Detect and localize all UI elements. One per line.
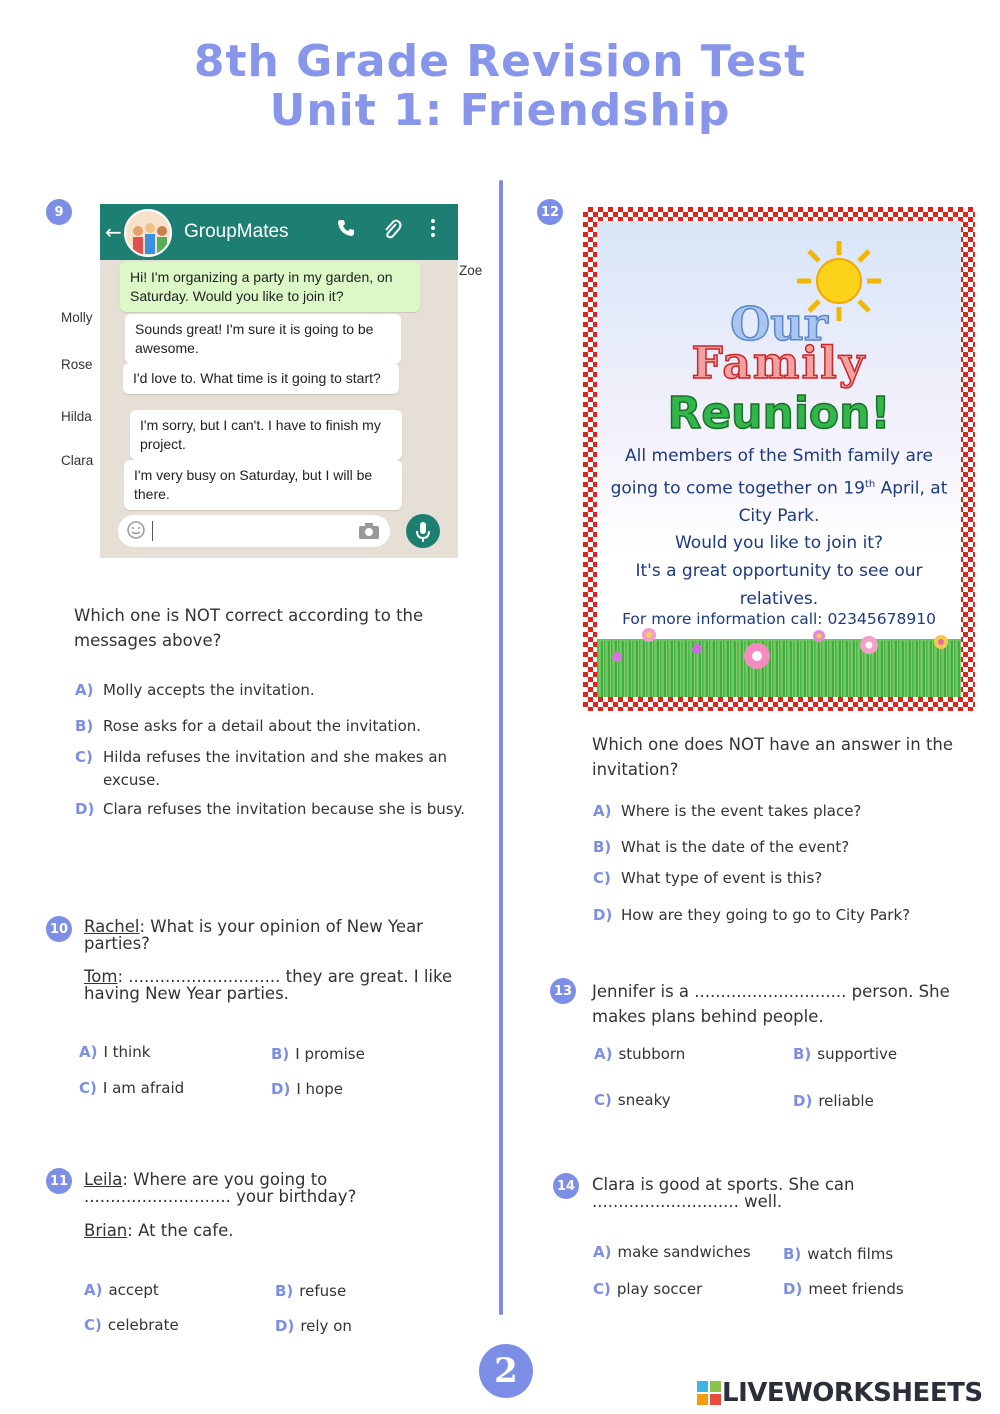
page-number: 2 (479, 1344, 533, 1398)
poster-word-our: Our (730, 297, 828, 351)
sender-label-clara: Clara (61, 453, 94, 468)
question-14-text: Clara is good at sports. She can ............................ well. (592, 1175, 855, 1211)
q13-option-b[interactable]: B) supportive (793, 1045, 898, 1063)
chat-message-molly: Sounds great! I'm sure it is going to be awesome. (125, 314, 401, 364)
q9-option-b[interactable]: B) Rose asks for a detail about the invitation. (75, 717, 422, 735)
question-13-text: Jennifer is a ............................. person. She makes plans behind people. (592, 982, 950, 1026)
poster-contact: For more information call: 02345678910 (622, 610, 936, 628)
question-10-line1: Rachel: What is your opinion of New Year parties? (84, 917, 423, 953)
sender-label-molly: Molly (61, 310, 93, 325)
q9-option-c[interactable]: C) Hilda refuses the invitation and she makes an excuse. (75, 748, 448, 789)
chat-input-box (118, 515, 390, 547)
poster-word-family: Family (691, 338, 867, 389)
chat-header (100, 204, 458, 260)
liveworksheets-logo-icon (697, 1381, 721, 1405)
question-number-10: 10 (46, 916, 72, 942)
q10-option-d[interactable]: D) I hope (271, 1080, 343, 1098)
q13-option-d[interactable]: D) reliable (793, 1092, 874, 1110)
question-12-text: Which one does NOT have an answer in the invitation? (592, 735, 954, 779)
attachment-icon (382, 218, 402, 245)
more-options-icon (430, 218, 436, 243)
camera-icon (358, 521, 380, 545)
q14-option-b[interactable]: B) watch films (783, 1245, 894, 1263)
q11-option-a[interactable]: A) accept (84, 1281, 159, 1299)
q10-option-a[interactable]: A) I think (79, 1043, 151, 1061)
text-cursor (152, 521, 153, 541)
q11-option-d[interactable]: D) rely on (275, 1317, 352, 1335)
question-number-12: 12 (537, 199, 563, 225)
q14-option-a[interactable]: A) make sandwiches (593, 1243, 751, 1261)
microphone-icon (406, 514, 440, 548)
q10-option-b[interactable]: B) I promise (271, 1045, 365, 1063)
group-avatar (124, 209, 172, 257)
chat-group-name: GroupMates (184, 221, 289, 242)
question-11-line1: Leila: Where are you going to ............................ your birthday? (84, 1170, 357, 1206)
question-10-line2: Tom: ............................. they are great. I like having New Year parties. (84, 967, 453, 1003)
sender-label-hilda: Hilda (61, 409, 92, 424)
question-11-line2: Brian: At the cafe. (84, 1221, 234, 1240)
q12-option-c[interactable]: C) What type of event is this? (593, 869, 823, 887)
brand-name[interactable]: LIVEWORKSHEETS (722, 1378, 983, 1408)
q12-option-b[interactable]: B) What is the date of the event? (593, 838, 850, 856)
q11-option-b[interactable]: B) refuse (275, 1282, 347, 1300)
invitation-poster (583, 207, 975, 711)
sender-label-rose: Rose (61, 357, 93, 372)
q11-option-c[interactable]: C) celebrate (84, 1316, 179, 1334)
chat-message-zoe: Hi! I'm organizing a party in my garden, on Saturday. Would you like to join it? (120, 262, 420, 312)
phone-icon (336, 218, 356, 243)
back-arrow-icon: ← (105, 220, 122, 244)
q14-option-c[interactable]: C) play soccer (593, 1280, 703, 1298)
q12-option-a[interactable]: A) Where is the event takes place? (593, 802, 862, 820)
chat-message-hilda: I'm sorry, but I can't. I have to finish my project. (130, 410, 402, 460)
poster-word-reunion: Reunion! (667, 388, 891, 439)
q9-option-a[interactable]: A) Molly accepts the invitation. (75, 681, 315, 699)
question-number-11: 11 (46, 1168, 72, 1194)
flowers-icon (597, 625, 961, 675)
chat-message-clara: I'm very busy on Saturday, but I will be there. (124, 460, 402, 510)
q13-option-a[interactable]: A) stubborn (594, 1045, 686, 1063)
chat-screenshot (100, 204, 458, 558)
chat-message-rose: I'd love to. What time is it going to start? (123, 363, 399, 394)
page-subtitle: Unit 1: Friendship (269, 85, 731, 136)
q12-option-d[interactable]: D) How are they going to go to City Park? (593, 906, 911, 924)
question-number-9: 9 (46, 199, 72, 225)
poster-body-text: All members of the Smith family are going to come together on 19th April, at City Park. Would you like to join it? It's a great opportunity to see our relatives. (610, 446, 948, 609)
question-number-13: 13 (550, 978, 576, 1004)
q9-option-d[interactable]: D) Clara refuses the invitation because she is busy. (75, 800, 466, 818)
question-9-text: Which one is NOT correct according to the messages above? (74, 606, 424, 650)
q10-option-c[interactable]: C) I am afraid (79, 1079, 185, 1097)
column-divider (499, 180, 503, 1315)
page-title: 8th Grade Revision Test (193, 36, 807, 87)
sender-label-zoe: Zoe (459, 263, 483, 278)
emoji-icon (126, 520, 146, 544)
question-number-14: 14 (553, 1173, 579, 1199)
q13-option-c[interactable]: C) sneaky (594, 1091, 671, 1109)
q14-option-d[interactable]: D) meet friends (783, 1280, 904, 1298)
